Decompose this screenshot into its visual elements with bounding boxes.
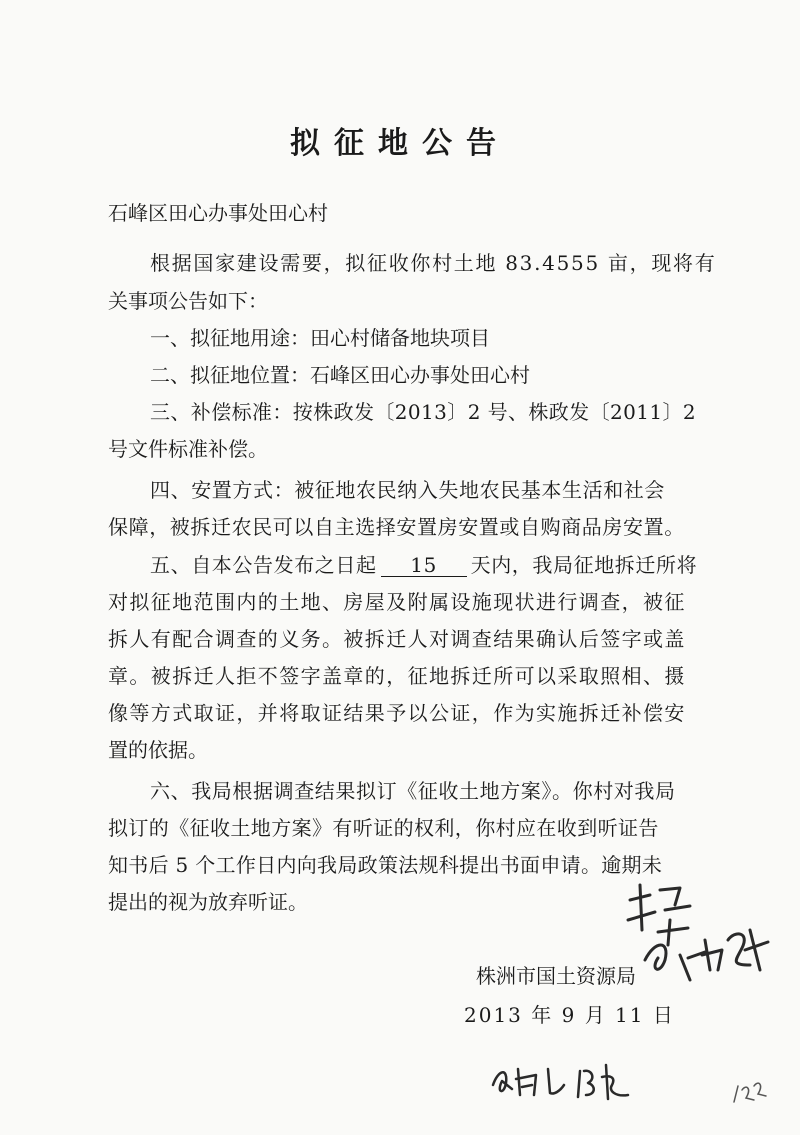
item-survey-suffix: 天内，我局征地拆迁所将: [470, 553, 698, 577]
item-survey-line: 置的依据。: [108, 738, 208, 762]
item-hearing-line: 知书后 5 个工作日内向我局政策法规科提出书面申请。逾期未: [108, 853, 663, 877]
paragraph-line: 根据国家建设需要，拟征收你村土地 83.4555 亩，现将有: [150, 251, 717, 275]
page-number-mark: [728, 1072, 768, 1112]
item-hearing-line: 六、我局根据调查结果拟订《征收土地方案》。你村对我局: [150, 779, 676, 803]
recipient: 石峰区田心办事处田心村: [108, 201, 328, 225]
item-land-location: 二、拟征地位置：石峰区田心办事处田心村: [150, 363, 530, 387]
item-survey-line: 拆人有配合调查的义务。被拆迁人对调查结果确认后签字或盖: [108, 627, 686, 651]
issuer: 株洲市国土资源局: [476, 964, 636, 988]
item-resettlement-line: 保障，被拆迁农民可以自主选择安置房安置或自购商品房安置。: [108, 515, 685, 539]
item-hearing-line: 提出的视为放弃听证。: [108, 890, 308, 914]
item-survey-line: 像等方式取证，并将取证结果予以公证，作为实施拆迁补偿安: [108, 701, 686, 725]
paragraph-line: 关事项公告如下：: [108, 289, 268, 313]
issue-date: 2013 年 9 月 11 日: [464, 1003, 675, 1027]
handwritten-signature: [488, 1055, 648, 1105]
document-title: 拟征地公告: [290, 126, 510, 161]
item-hearing-line: 拟订的《征收土地方案》有听证的权利，你村应在收到听证告: [108, 816, 659, 840]
item-resettlement-line: 四、安置方式：被征地农民纳入失地农民基本生活和社会: [150, 478, 665, 502]
days-count: 15: [381, 554, 467, 577]
item-survey-line: [150, 552, 697, 578]
item-compensation-line: 号文件标准补偿。: [108, 437, 268, 461]
item-land-use: 一、拟征地用途：田心村储备地块项目: [150, 326, 490, 350]
item-compensation-line: 三、补偿标准：按株政发〔2013〕2 号、株政发〔2011〕2: [150, 400, 697, 424]
item-survey-prefix: 五、自本公告发布之日起: [150, 553, 377, 577]
item-survey-line: 对拟征地范围内的土地、房屋及附属设施现状进行调查，被征: [108, 590, 686, 614]
item-survey-line: 章。被拆迁人拒不签字盖章的，征地拆迁所可以采取照相、摄: [108, 664, 686, 688]
